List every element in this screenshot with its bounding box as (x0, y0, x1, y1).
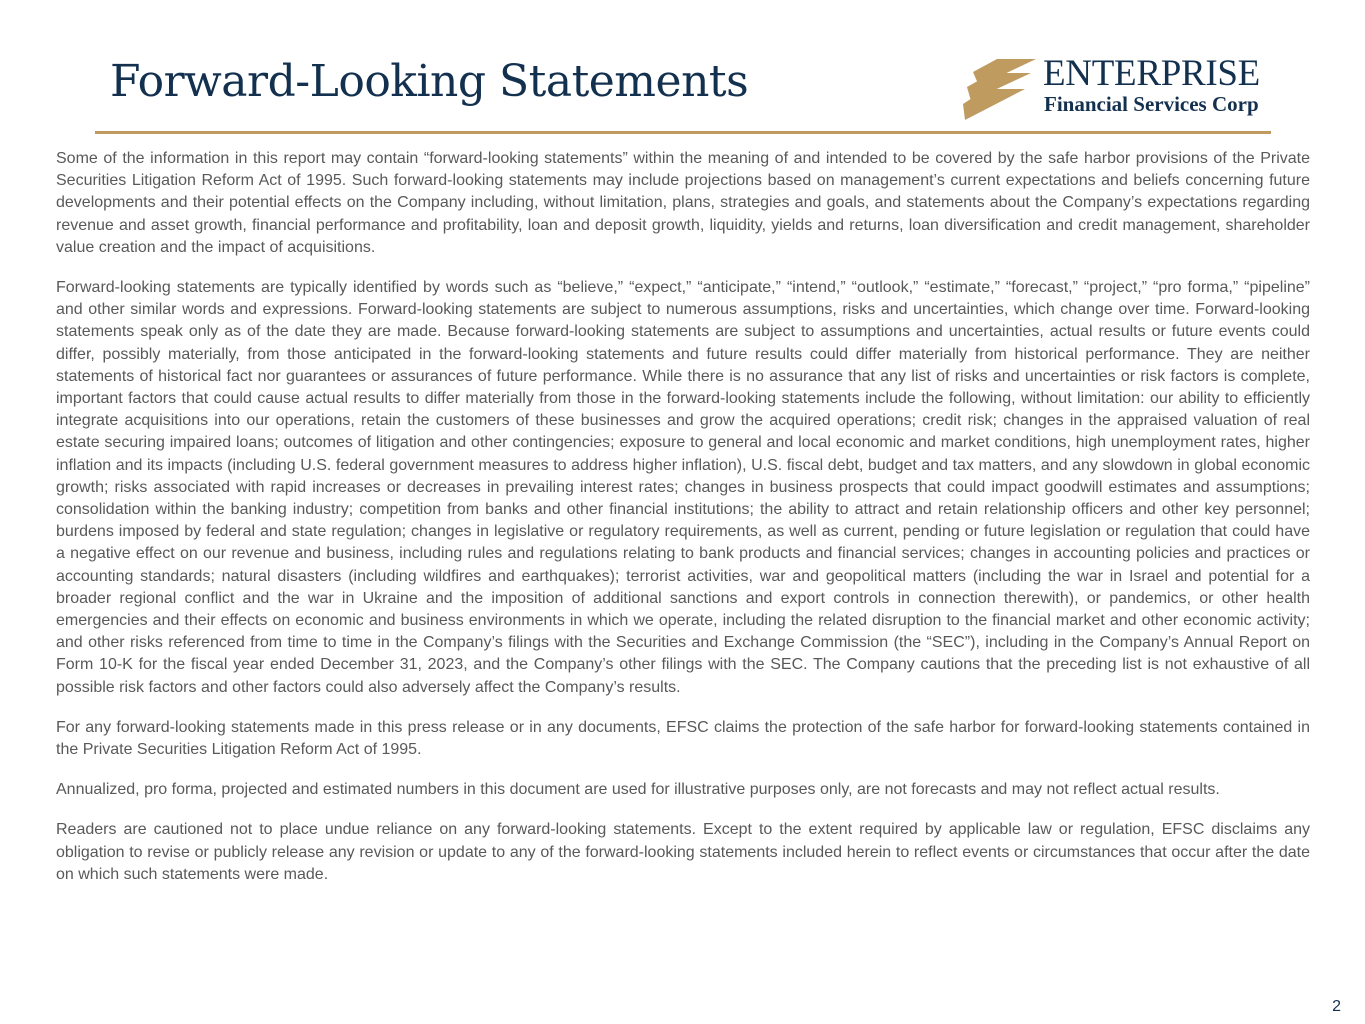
logo-name: ENTERPRISE (1043, 53, 1260, 94)
paragraph-safe-harbor: For any forward-looking statements made in this press release or in any documents, EFSC claims the protection of the safe harbor for forward-looking statements contained in the Private Securities Litigation Reform Act of 1995. (56, 718, 1310, 759)
enterprise-logo-mark-icon (963, 56, 1037, 122)
page-title: Forward-Looking Statements (110, 56, 749, 107)
paragraph-illustrative-numbers: Annualized, pro forma, projected and estimated numbers in this document are used for illustrative purposes only, are not forecasts and may not reflect actual results. (56, 781, 1220, 799)
logo-subtitle: Financial Services Corp (1044, 92, 1259, 116)
disclaimer-body (56, 148, 1310, 904)
enterprise-logo (963, 53, 1273, 122)
paragraph-risk-factors: Forward-looking statements are typically identified by words such as “believe,” “expect,” “anticipate,” “intend,” “outlook,” “estimate,” “forecast,” “project,” “pro forma,” “pipeline” and other similar words and expressions. Forward-looking statements are subject to numerous assumptions, risks and uncertainties, which change over time. Forward-looking statements speak only as of the date they are made. Because forward-looking statements are subject to assumptions and uncertainties, actual results or future events could differ, possibly materially, from those anticipated in the forward-looking statements and future results could differ materially from historical performance. They are neither statements of historical fact nor guarantees or assurances of future performance. While there is no assurance that any list of risks and uncertainties or risk factors is complete, important factors that could cause actual results to differ materially from those in the forward-looking statements include the following, without limitation: our ability to efficiently integrate acquisitions into our operations, retain the customers of these businesses and grow the acquired operations; credit risk; changes in the appraised valuation of real estate securing impaired loans; outcomes of litigation and other contingencies; exposure to general and local economic and market conditions, high unemployment rates, higher inflation and its impacts (including U.S. federal government measures to address higher inflation), U.S. fiscal debt, budget and tax matters, and any slowdown in global economic growth; risks associated with rapid increases or decreases in prevailing interest rates; changes in business prospects that could impact goodwill estimates and assumptions; consolidation within the banking industry; competition from banks and other financial institutions; the ability to attract and retain relationship officers and other key personnel; burdens imposed by federal and state regulation; changes in legislative or regulatory requirements, as well as current, pending or future legislation or regulation that could have a negative effect on our revenue and business, including rules and regulations relating to bank products and financial services; changes in accounting policies and practices or accounting standards; natural disasters (including wildfires and earthquakes); terrorist activities, war and geopolitical matters (including the war in Israel and potential for a broader regional conflict and the war in Ukraine and the imposition of additional sanctions and export controls in connection therewith), or pandemics, or other health emergencies and their effects on economic and business environments in which we operate, including the related disruption to the financial market and other economic activity; and other risks referenced from time to time in the Company’s filings with the Securities and Exchange Commission (the “SEC”), including in the Company’s Annual Report on Form 10-K for the fiscal year ended December 31, 2023, and the Company’s other filings with the SEC. The Company cautions that the preceding list is not exhaustive of all possible risk factors and other factors could also adversely affect the Company’s results. (56, 279, 1310, 696)
paragraph-no-reliance: Readers are cautioned not to place undue reliance on any forward-looking statements. Except to the extent required by applicable law or regulation, EFSC disclaims any obligation to revise or publicly release any revision or update to any of the forward-looking statements included herein to reflect events or circumstances that occur after the date on which such statements were made. (56, 821, 1310, 883)
title-divider (95, 131, 1271, 134)
paragraph-intro: Some of the information in this report may contain “forward-looking statements” within the meaning of and intended to be covered by the safe harbor provisions of the Private Securities Litigation Reform Act of 1995. Such forward-looking statements may include projections based on management’s current expectations and beliefs concerning future developments and their potential effects on the Company including, without limitation, plans, strategies and goals, and statements about the Company’s expectations regarding revenue and asset growth, financial performance and profitability, loan and deposit growth, liquidity, yields and returns, loan diversification and credit management, shareholder value creation and the impact of acquisitions. (56, 150, 1310, 256)
page-number: 2 (1332, 998, 1341, 1015)
